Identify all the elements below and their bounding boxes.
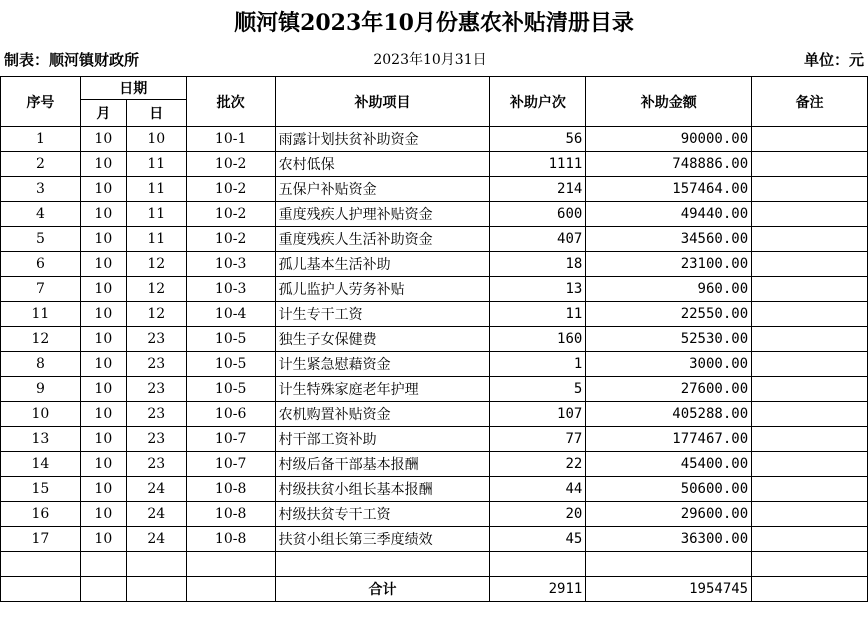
cell-item[interactable]: 村级扶贫小组长基本报酬 [275,477,490,502]
cell-month[interactable]: 10 [80,277,126,302]
cell-amount[interactable]: 90000.00 [586,127,752,152]
cell-note[interactable] [752,152,868,177]
cell-count[interactable]: 214 [490,177,586,202]
cell-day[interactable]: 23 [126,427,186,452]
cell-day[interactable]: 11 [126,152,186,177]
cell-batch[interactable]: 10-7 [186,452,275,477]
cell-month[interactable]: 10 [80,202,126,227]
table-row [1,277,868,302]
cell-item[interactable]: 重度残疾人护理补贴资金 [275,202,490,227]
cell-batch[interactable]: 10-5 [186,377,275,402]
cell-month[interactable]: 10 [80,502,126,527]
cell-note[interactable] [752,502,868,527]
cell-note[interactable] [752,177,868,202]
cell-month[interactable]: 10 [80,377,126,402]
cell-day[interactable]: 23 [126,402,186,427]
cell-batch[interactable]: 10-2 [186,202,275,227]
empty-cell[interactable] [752,552,868,577]
cell-note[interactable] [752,402,868,427]
empty-cell[interactable] [80,552,126,577]
cell-count[interactable]: 107 [490,402,586,427]
cell-month[interactable]: 10 [80,152,126,177]
cell-item[interactable]: 计生专干工资 [275,302,490,327]
cell-day[interactable]: 12 [126,277,186,302]
cell-seq[interactable]: 15 [1,477,81,502]
header-date: 日期 [80,77,186,100]
table-row [1,352,868,377]
cell-day[interactable]: 12 [126,302,186,327]
cell-seq[interactable]: 17 [1,527,81,552]
cell-count[interactable]: 18 [490,252,586,277]
table-row [1,302,868,327]
cell-note[interactable] [752,252,868,277]
cell-amount[interactable]: 23100.00 [586,252,752,277]
cell-month[interactable]: 10 [80,352,126,377]
cell-count[interactable]: 20 [490,502,586,527]
cell-note[interactable] [752,277,868,302]
cell-seq[interactable]: 12 [1,327,81,352]
table-row [1,327,868,352]
cell-month[interactable]: 10 [80,327,126,352]
cell-item[interactable]: 农村低保 [275,152,490,177]
cell-month[interactable]: 10 [80,477,126,502]
table-row [1,252,868,277]
cell-note[interactable] [752,127,868,152]
cell-note[interactable] [752,477,868,502]
cell-batch[interactable]: 10-8 [186,527,275,552]
page-title: 顺河镇2023年10月份惠农补贴清册目录 [234,10,634,36]
cell-count[interactable]: 1111 [490,152,586,177]
table-row [1,227,868,252]
table-body [1,127,868,552]
cell-day[interactable]: 11 [126,177,186,202]
cell-count[interactable]: 11 [490,302,586,327]
total-count[interactable]: 2911 [490,577,586,602]
cell-amount[interactable]: 748886.00 [586,152,752,177]
cell-amount[interactable]: 3000.00 [586,352,752,377]
cell-day[interactable]: 12 [126,252,186,277]
cell-month[interactable]: 10 [80,402,126,427]
cell-item[interactable]: 村干部工资补助 [275,427,490,452]
cell-month[interactable]: 10 [80,452,126,477]
header-amount: 补助金额 [586,77,752,127]
cell-amount[interactable]: 405288.00 [586,402,752,427]
cell-day[interactable]: 10 [126,127,186,152]
cell-day[interactable]: 24 [126,502,186,527]
table-row [1,502,868,527]
cell-amount[interactable]: 22550.00 [586,302,752,327]
cell-count[interactable]: 600 [490,202,586,227]
cell-amount[interactable]: 52530.00 [586,327,752,352]
cell-count[interactable]: 22 [490,452,586,477]
cell-day[interactable]: 11 [126,227,186,252]
header-day: 日 [126,99,186,126]
cell-day[interactable]: 23 [126,327,186,352]
cell-day[interactable]: 24 [126,477,186,502]
cell-day[interactable]: 23 [126,452,186,477]
cell-seq[interactable]: 13 [1,427,81,452]
cell-seq[interactable]: 10 [1,402,81,427]
cell-count[interactable]: 44 [490,477,586,502]
cell-note[interactable] [752,527,868,552]
cell-count[interactable]: 5 [490,377,586,402]
cell-amount[interactable]: 29600.00 [586,502,752,527]
cell-batch[interactable]: 10-3 [186,277,275,302]
header-item: 补助项目 [275,77,490,127]
cell-note[interactable] [752,227,868,252]
cell-month[interactable]: 10 [80,252,126,277]
cell-count[interactable]: 160 [490,327,586,352]
cell-item[interactable]: 村级后备干部基本报酬 [275,452,490,477]
empty-cell[interactable] [80,577,126,602]
cell-batch[interactable]: 10-2 [186,177,275,202]
unit-label: 单位：元 [803,51,864,69]
cell-amount[interactable]: 49440.00 [586,202,752,227]
cell-item[interactable]: 孤儿监护人劳务补贴 [275,277,490,302]
cell-month[interactable]: 10 [80,127,126,152]
empty-cell[interactable] [490,552,586,577]
cell-seq[interactable]: 4 [1,202,81,227]
empty-cell[interactable] [1,577,81,602]
cell-month[interactable]: 10 [80,227,126,252]
maker-label: 制表：顺河镇财政所 [4,51,140,69]
cell-item[interactable]: 雨露计划扶贫补助资金 [275,127,490,152]
cell-count[interactable]: 13 [490,277,586,302]
total-label[interactable]: 合计 [275,577,490,602]
cell-day[interactable]: 23 [126,352,186,377]
cell-amount[interactable]: 45400.00 [586,452,752,477]
empty-cell[interactable] [1,552,81,577]
cell-batch[interactable]: 10-5 [186,352,275,377]
cell-month[interactable]: 10 [80,177,126,202]
empty-cell[interactable] [186,552,275,577]
cell-item[interactable]: 孤儿基本生活补助 [275,252,490,277]
cell-amount[interactable]: 177467.00 [586,427,752,452]
cell-item[interactable]: 农机购置补贴资金 [275,402,490,427]
cell-seq[interactable]: 16 [1,502,81,527]
header-batch: 批次 [186,77,275,127]
cell-seq[interactable]: 3 [1,177,81,202]
cell-seq[interactable]: 6 [1,252,81,277]
empty-cell[interactable] [186,577,275,602]
cell-amount[interactable]: 34560.00 [586,227,752,252]
cell-note[interactable] [752,377,868,402]
cell-batch[interactable]: 10-2 [186,152,275,177]
table-row [1,527,868,552]
cell-batch[interactable]: 10-8 [186,477,275,502]
cell-item[interactable]: 计生特殊家庭老年护理 [275,377,490,402]
cell-item[interactable]: 独生子女保健费 [275,327,490,352]
table-row [1,427,868,452]
table-row [1,177,868,202]
table-row [1,377,868,402]
cell-count[interactable]: 45 [490,527,586,552]
cell-count[interactable]: 56 [490,127,586,152]
table-row [1,127,868,152]
cell-count[interactable]: 1 [490,352,586,377]
table-row [1,152,868,177]
cell-note[interactable] [752,452,868,477]
table-row [1,477,868,502]
cell-batch[interactable]: 10-6 [186,402,275,427]
cell-item[interactable]: 扶贫小组长第三季度绩效 [275,527,490,552]
table-row [1,202,868,227]
header-month: 月 [80,99,126,126]
cell-day[interactable]: 23 [126,377,186,402]
cell-amount[interactable]: 50600.00 [586,477,752,502]
report-date: 2023年10月31日 [373,52,487,68]
cell-item[interactable]: 五保户补贴资金 [275,177,490,202]
cell-seq[interactable]: 5 [1,227,81,252]
cell-item[interactable]: 村级扶贫专干工资 [275,502,490,527]
empty-cell[interactable] [586,552,752,577]
cell-batch[interactable]: 10-4 [186,302,275,327]
cell-month[interactable]: 10 [80,527,126,552]
table-row [1,452,868,477]
empty-cell[interactable] [126,577,186,602]
cell-batch[interactable]: 10-3 [186,252,275,277]
table-row [1,402,868,427]
cell-note[interactable] [752,427,868,452]
cell-note[interactable] [752,202,868,227]
cell-batch[interactable]: 10-2 [186,227,275,252]
cell-seq[interactable]: 7 [1,277,81,302]
cell-seq[interactable]: 9 [1,377,81,402]
cell-day[interactable]: 24 [126,527,186,552]
cell-note[interactable] [752,302,868,327]
cell-seq[interactable]: 8 [1,352,81,377]
cell-count[interactable]: 407 [490,227,586,252]
cell-amount[interactable]: 960.00 [586,277,752,302]
cell-batch[interactable]: 10-5 [186,327,275,352]
cell-item[interactable]: 计生紧急慰藉资金 [275,352,490,377]
subsidy-table [0,76,868,602]
cell-seq[interactable]: 1 [1,127,81,152]
cell-seq[interactable]: 11 [1,302,81,327]
cell-amount[interactable]: 36300.00 [586,527,752,552]
total-amount[interactable]: 1954745 [586,577,752,602]
cell-seq[interactable]: 14 [1,452,81,477]
empty-cell[interactable] [275,552,490,577]
cell-month[interactable]: 10 [80,427,126,452]
cell-count[interactable]: 77 [490,427,586,452]
cell-amount[interactable]: 27600.00 [586,377,752,402]
header-seq: 序号 [1,77,81,127]
cell-batch[interactable]: 10-7 [186,427,275,452]
cell-batch[interactable]: 10-1 [186,127,275,152]
empty-cell[interactable] [126,552,186,577]
total-row [1,577,868,602]
cell-item[interactable]: 重度残疾人生活补助资金 [275,227,490,252]
total-note[interactable] [752,577,868,602]
cell-day[interactable]: 11 [126,202,186,227]
cell-note[interactable] [752,352,868,377]
header-count: 补助户次 [490,77,586,127]
cell-seq[interactable]: 2 [1,152,81,177]
cell-month[interactable]: 10 [80,302,126,327]
cell-batch[interactable]: 10-8 [186,502,275,527]
header-note: 备注 [752,77,868,127]
cell-amount[interactable]: 157464.00 [586,177,752,202]
cell-note[interactable] [752,327,868,352]
